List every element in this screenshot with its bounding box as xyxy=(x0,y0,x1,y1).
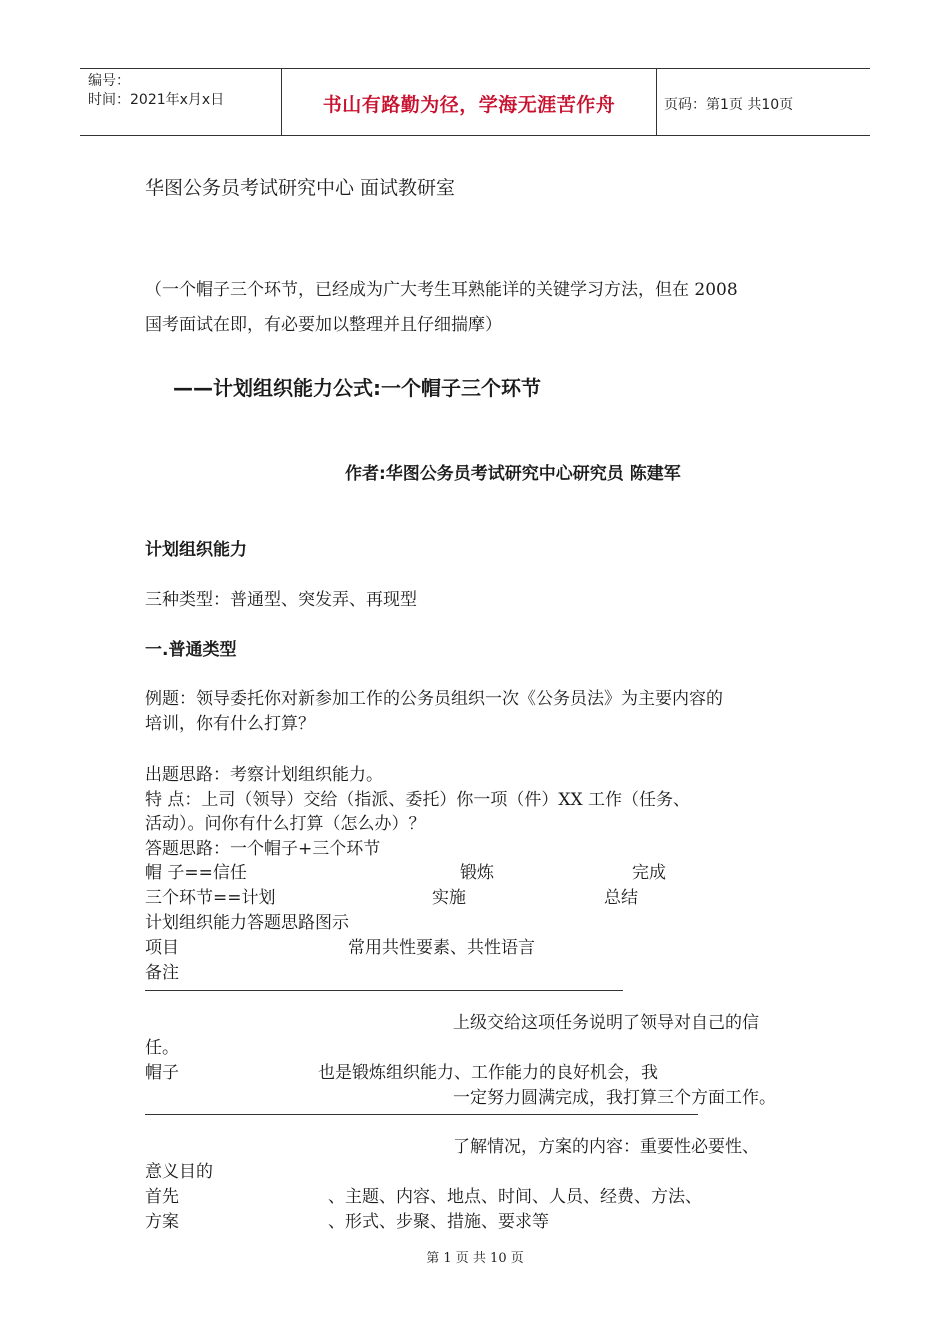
feature-line-2: 活动）。问你有什么打算（怎么办）？ xyxy=(145,814,426,834)
diagram-title: 计划组织能力答题思路图示 xyxy=(145,913,349,933)
header-meta xyxy=(88,72,224,110)
item-label: 项目 xyxy=(145,938,179,958)
three-links-right: 总结 xyxy=(604,888,638,908)
types-line: 三种类型：普通型、突发弄、再现型 xyxy=(145,590,417,610)
hat-text-2: 任。 xyxy=(145,1038,179,1058)
sub-heading: 一.普通类型 xyxy=(145,640,237,660)
hat-text-1: 上级交给这项任务说明了领导对自己的信 xyxy=(453,1013,759,1033)
plan-text-2: 意义目的 xyxy=(145,1162,213,1182)
plan-text-3: 、形式、步聚、措施、要求等 xyxy=(328,1212,549,1232)
document-title: ——计划组织能力公式:一个帽子三个环节 xyxy=(173,376,541,400)
idea-line: 出题思路：考察计划组织能力。 xyxy=(145,765,383,785)
divider-line-1 xyxy=(145,990,623,991)
divider-line-2 xyxy=(145,1114,698,1115)
plan-text-1: 了解情况，方案的内容：重要性必要性、 xyxy=(453,1137,759,1157)
first-label: 首先 xyxy=(145,1187,179,1207)
example-line-1: 例题：领导委托你对新参加工作的公务员组织一次《公务员法》为主要内容的 xyxy=(145,689,723,709)
intro-line-1: （一个帽子三个环节，已经成为广大考生耳熟能详的关键学习方法，但在 2008 xyxy=(145,280,738,300)
feature-line-1: 特 点：上司（领导）交给（指派、委托）你一项（件）XX 工作（任务、 xyxy=(145,790,691,810)
header-page-info: 页码：第1页 共10页 xyxy=(664,97,794,113)
page-footer: 第 1 页 共 10 页 xyxy=(426,1251,524,1266)
answer-idea: 答题思路：一个帽子+三个环节 xyxy=(145,839,381,859)
hat-mid: 锻炼 xyxy=(460,863,494,883)
item-value: 常用共性要素、共性语言 xyxy=(348,938,535,958)
hat-row-label: 帽子 xyxy=(145,1063,179,1083)
org-line: 华图公务员考试研究中心 面试教研室 xyxy=(145,177,456,199)
header-number: 编号： xyxy=(88,73,130,89)
hat-right: 完成 xyxy=(632,863,666,883)
three-links-label: 三个环节==计划 xyxy=(145,888,276,908)
intro-line-2: 国考面试在即，有必要加以整理并且仔细揣摩） xyxy=(145,315,502,335)
hat-label: 帽 子==信任 xyxy=(145,863,247,883)
hat-text-3: 也是锻炼组织能力、工作能力的良好机会，我 xyxy=(318,1063,658,1083)
note-label: 备注 xyxy=(145,963,179,983)
author-line: 作者:华图公务员考试研究中心研究员 陈建军 xyxy=(345,464,681,484)
header-top-rule xyxy=(80,68,870,69)
first-text: 、主题、内容、地点、时间、人员、经费、方法、 xyxy=(328,1187,702,1207)
section-title: 计划组织能力 xyxy=(145,540,247,560)
header-time: 时间：2021年x月x日 xyxy=(88,92,225,108)
plan-label: 方案 xyxy=(145,1212,179,1232)
header-bottom-rule xyxy=(80,135,870,136)
header-divider-right xyxy=(656,68,657,136)
three-links-mid: 实施 xyxy=(432,888,466,908)
header-motto: 书山有路勤为径，学海无涯苦作舟 xyxy=(322,94,616,116)
hat-text-4: 一定努力圆满完成，我打算三个方面工作。 xyxy=(453,1088,776,1108)
example-line-2: 培训，你有什么打算？ xyxy=(145,714,315,734)
